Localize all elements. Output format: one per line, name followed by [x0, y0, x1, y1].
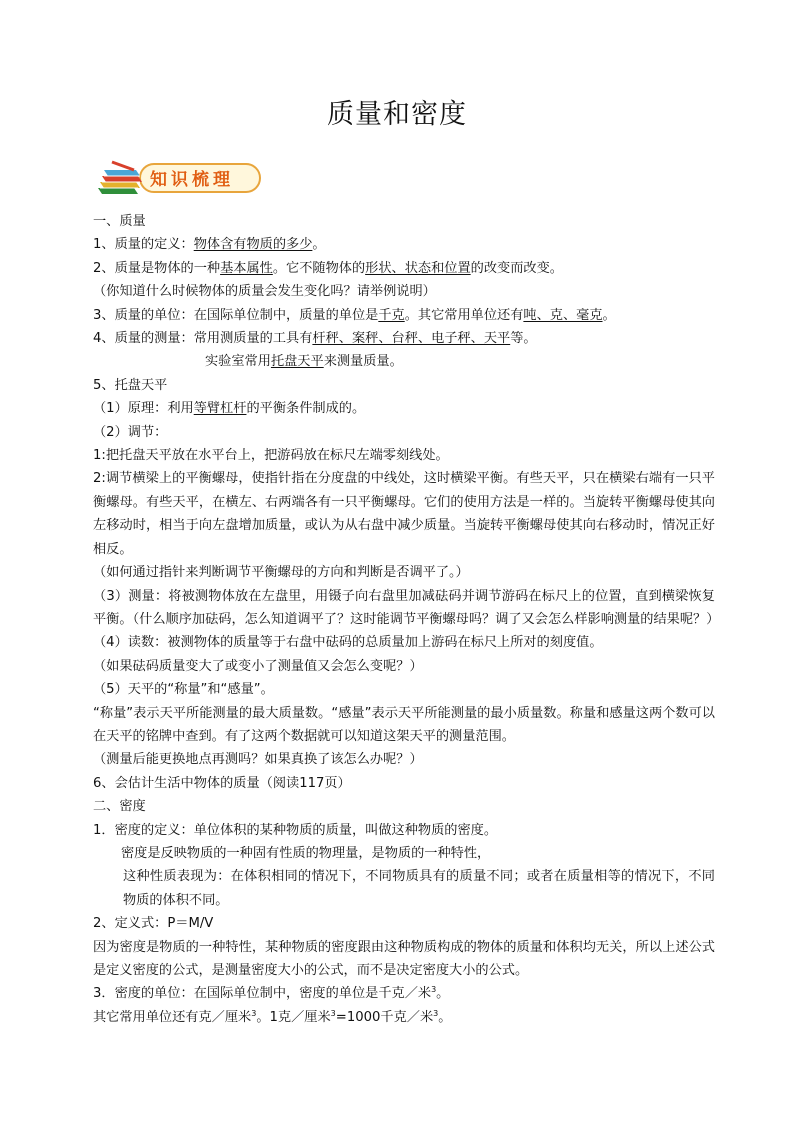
balance-adjust-heading: （2）调节：: [93, 424, 168, 440]
balance-heading: 5、托盘天平: [93, 377, 168, 393]
balance-measure: （3）测量：将被测物体放在左盘里，用镊子向右盘里加减砝码并调节游码在标尺上的位置，直到横梁恢复平衡。（什么顺序加砝码，怎么知道调平了？这时能调节平衡螺母吗？调了又会怎么样影响测量的结果呢？）: [93, 588, 720, 627]
balance-adjust-step1: 1:把托盘天平放在水平台上，把游码放在标尺左端零刻线处。: [93, 448, 449, 464]
balance-adjust-step2: 2:调节横梁上的平衡螺母，使指针指在分度盘的中线处，这时横梁平衡。有些天平，只在横梁右端有一只平衡螺母。有些天平，在横左、右两端各有一只平衡螺母。它们的使用方法是一样的。当旋转平衡螺母使其向左移动时，相当于向左盘增加质量，或认为从右盘中减少质量。当旋转平衡螺母使其向右移动时，情况正好相反。: [93, 471, 715, 557]
density-other-units: 其它常用单位还有克／厘米$^3$。1克／厘米$^3$=1000千克／米$^3$。: [93, 1008, 452, 1025]
question-pointer: （如何通过指针来判断调节平衡螺母的方向和判断是否调平了。）: [93, 565, 469, 581]
estimate-mass: 6、会估计生活中物体的质量（阅读117页）: [93, 775, 351, 791]
capacity-sensitivity-heading: （5）天平的“称量”和“感量”。: [93, 682, 274, 698]
mass-property: 2、质量是物体的一种基本属性。它不随物体的形状、状态和位置的改变而改变。: [93, 260, 563, 276]
mass-definition: 1、质量的定义：物体含有物质的多少。: [93, 237, 326, 253]
content-body: [93, 210, 720, 1029]
question-location: （测量后能更换地点再测吗？如果真换了该怎么办呢？）: [93, 752, 423, 768]
capacity-sensitivity-text: “称量”表示天平所能测量的最大质量数。“感量”表示天平所能测量的最小质量数。称量和感量这两个数可以在天平的铭牌中查到。有了这两个数据就可以知道这架天平的测量范围。: [93, 705, 715, 744]
density-formula-explanation: 因为密度是物质的一种特性，某种物质的密度跟由这种物质构成的物体的质量和体积均无关，所以上述公式是定义密度的公式，是测量密度大小的公式，而不是决定密度大小的公式。: [93, 939, 715, 978]
section-heading-mass: 一、质量: [93, 214, 146, 229]
balance-reading: （4）读数：被测物体的质量等于右盘中砝码的总质量加上游码在标尺上所对的刻度值。: [93, 635, 603, 651]
density-property: 密度是反映物质的一种固有性质的物理量，是物质的一种特性，: [121, 845, 491, 861]
banner-title: 知识梳理: [150, 170, 234, 190]
lab-measurement: 实验室常用托盘天平来测量质量。: [205, 354, 403, 370]
section-heading-density: 二、密度: [93, 799, 146, 815]
mass-measurement: 4、质量的测量：常用测质量的工具有杆秤、案秤、台秤、电子秤、天平等。: [93, 331, 537, 347]
mass-unit: 3、质量的单位：在国际单位制中，质量的单位是千克。其它常用单位还有吨、克、毫克。: [93, 307, 616, 323]
density-definition: 1．密度的定义：单位体积的某种物质的质量，叫做这种物质的密度。: [93, 822, 498, 838]
density-manifestation: 这种性质表现为：在体积相同的情况下，不同物质具有的质量不同；或者在质量相等的情况下，不同物质的体积不同。: [123, 869, 715, 908]
balance-principle: （1）原理：利用等臂杠杆的平衡条件制成的。: [93, 401, 366, 417]
density-formula: 2、定义式：P＝M/V: [93, 916, 214, 932]
question-weights: （如果砝码质量变大了或变小了测量值又会怎么变呢？）: [93, 658, 423, 674]
question-mass-change: （你知道什么时候物体的质量会发生变化吗？请举例说明）: [93, 284, 436, 300]
page-title: 质量和密度: [327, 99, 467, 130]
density-unit: 3．密度的单位：在国际单位制中，密度的单位是千克／米$^3$。: [93, 985, 450, 1002]
